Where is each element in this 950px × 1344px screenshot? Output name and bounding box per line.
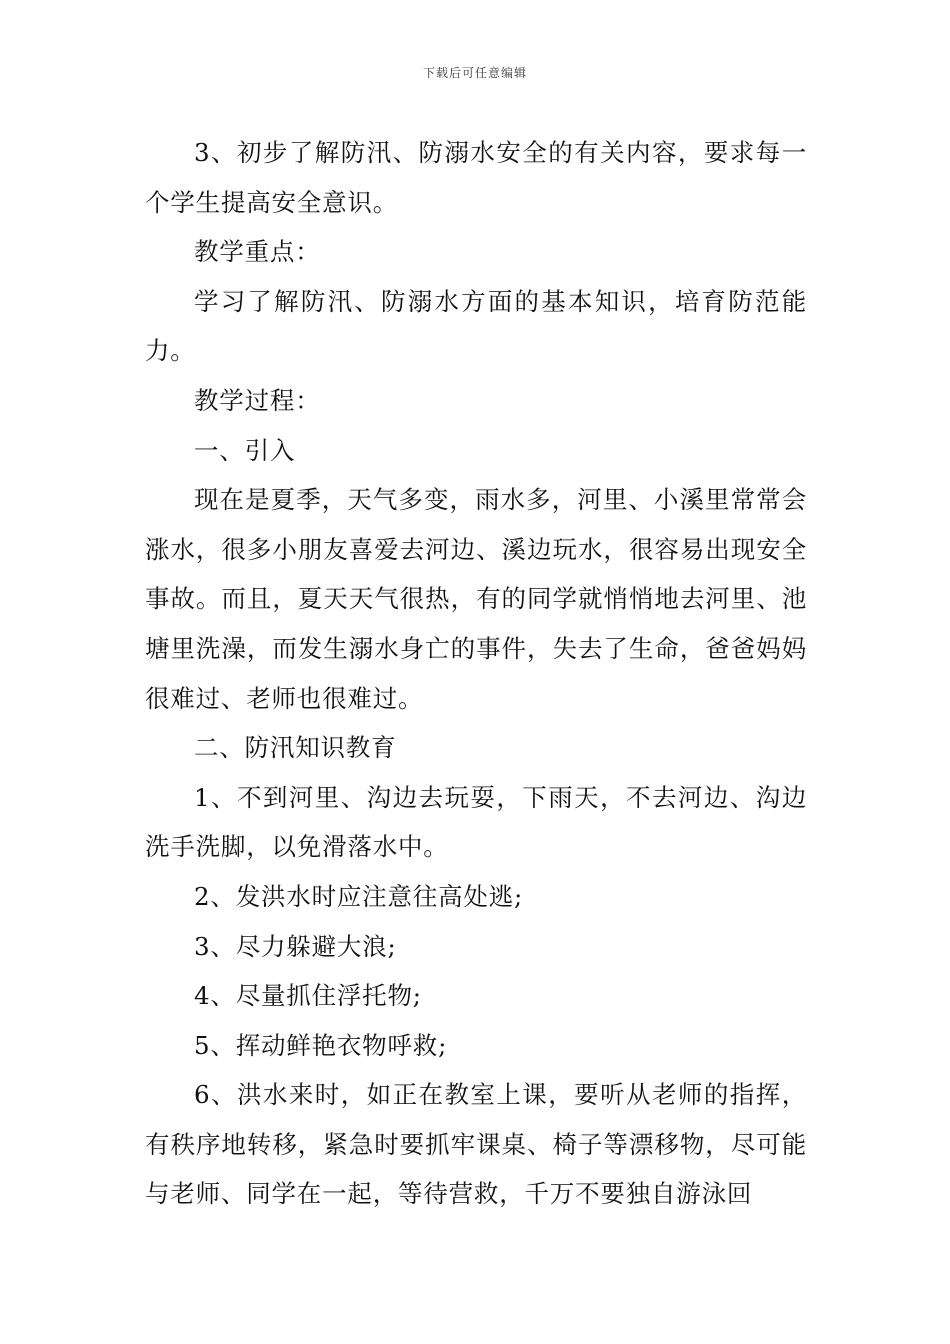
paragraph-rule-2: 2、发洪水时应注意往高处逃; bbox=[194, 881, 524, 911]
paragraph-process-heading: 教学过程： bbox=[194, 385, 321, 415]
paragraph-rule-4: 4、尽量抓住浮托物; bbox=[194, 981, 422, 1011]
page-header: 下载后可任意编辑 bbox=[422, 66, 527, 80]
paragraph-section-flood-heading: 二、防汛知识教育 bbox=[194, 733, 397, 763]
document-body bbox=[145, 128, 807, 1219]
paragraph-key-points: 学习了解防汛、防溺水方面的基本知识，培育防范能力。 bbox=[145, 286, 807, 366]
paragraph-objective-3: 3、初步了解防汛、防溺水安全的有关内容，要求每一个学生提高安全意识。 bbox=[145, 138, 807, 217]
paragraph-rule-3: 3、尽力躲避大浪; bbox=[194, 931, 397, 961]
paragraph-rule-5: 5、挥动鲜艳衣物呼救; bbox=[194, 1030, 448, 1060]
paragraph-rule-1: 1、不到河里、沟边去玩耍，下雨天，不去河边、沟边洗手洗脚，以免滑落水中。 bbox=[145, 782, 807, 862]
paragraph-section-intro-heading: 一、引入 bbox=[194, 435, 296, 465]
paragraph-key-points-heading: 教学重点： bbox=[194, 237, 321, 267]
paragraph-rule-6: 6、洪水来时，如正在教室上课，要听从老师的指挥，有秩序地转移，紧急时要抓牢课桌、椅子等漂移物，尽可能与老师、同学在一起，等待营救，千万不要独自游泳回 bbox=[145, 1080, 807, 1209]
paragraph-intro: 现在是夏季，天气多变，雨水多，河里、小溪里常常会涨水，很多小朋友喜爱去河边、溪边玩水，很容易出现安全事故。而且，夏天天气很热，有的同学就悄悄地去河里、池塘里洗澡，而发生溺水身亡的事件，失去了生命，爸爸妈妈很难过、老师也很难过。 bbox=[145, 485, 807, 713]
